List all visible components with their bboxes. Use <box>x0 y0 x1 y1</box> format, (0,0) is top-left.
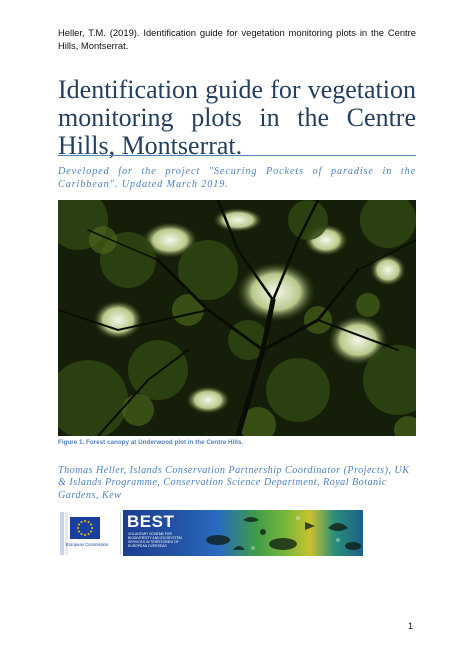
page-number: 1 <box>408 621 414 631</box>
best-logo-subtitle: VOLUNTARY SCHEME FOR BIODIVERSITY AND ECOSYSTEM SERVICES IN TERRITORIES OF EUROPEAN OVERSEAS <box>128 532 182 548</box>
best-logo-title: BEST <box>127 512 175 531</box>
forest-canopy-image <box>58 200 416 436</box>
forest-canopy-photo <box>58 200 416 436</box>
title-divider <box>58 155 416 156</box>
citation-header: Heller, T.M. (2019). Identification guide for vegetation monitoring plots in the Centre Hills, Montserrat. <box>58 27 416 51</box>
eu-logo-text: European Commission <box>65 542 109 547</box>
author-credit: Thomas Heller, Islands Conservation Partnership Coordinator (Projects), UK & Islands Programme, Conservation Science Department, Royal Botanic Gardens, Kew <box>58 465 410 501</box>
eu-flag-icon <box>70 517 100 539</box>
figure-caption: Figure 1. Forest canopy at Underwood plot in the Centre Hills. <box>58 439 244 446</box>
eu-stripe-icon <box>60 512 70 555</box>
european-commission-logo <box>60 512 121 555</box>
best-logo-banner <box>123 510 363 556</box>
subtitle: Developed for the project "Securing Pockets of paradise in the Caribbean". Updated March 2019. <box>58 166 416 190</box>
page-title: Identification guide for vegetation monitoring plots in the Centre Hills, Montserrat. <box>58 75 416 160</box>
